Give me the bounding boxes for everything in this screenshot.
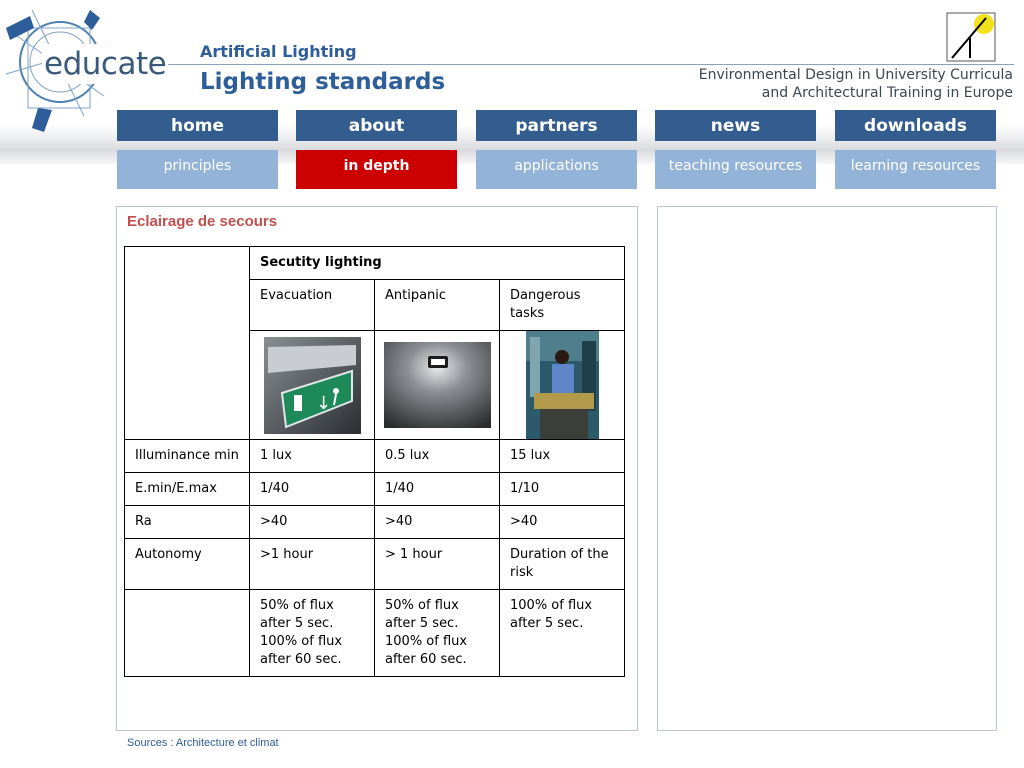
nav-partners[interactable]: partners: [476, 110, 637, 141]
header-divider: [150, 64, 1014, 65]
table-cell: Duration of the risk: [500, 539, 625, 590]
column-header-evacuation: Evacuation: [250, 280, 375, 331]
table-cell: >1 hour: [250, 539, 375, 590]
project-logo-icon: [946, 12, 996, 62]
table-cell: > 1 hour: [375, 539, 500, 590]
row-label-illuminance: Illuminance min: [125, 440, 250, 473]
table-cell: 1/10: [500, 473, 625, 506]
project-subtitle-line1: Environmental Design in University Curricula: [698, 67, 1013, 83]
table-cell: 15 lux: [500, 440, 625, 473]
table-cell: 1/40: [250, 473, 375, 506]
section-label: Artificial Lighting: [200, 42, 357, 61]
subnav-learning-resources[interactable]: learning resources: [835, 150, 996, 189]
column-header-dangerous-tasks: Dangerous tasks: [500, 280, 625, 331]
sources-note: Sources : Architecture et climat: [127, 737, 279, 749]
table-cell: >40: [500, 506, 625, 539]
page-title: Lighting standards: [200, 69, 446, 95]
row-label-ra: Ra: [125, 506, 250, 539]
nav-news[interactable]: news: [655, 110, 816, 141]
column-header-antipanic: Antipanic: [375, 280, 500, 331]
table-cell: >40: [250, 506, 375, 539]
table-cell: 50% of flux after 5 sec. 100% of flux after 60 sec.: [250, 590, 375, 677]
subnav-applications[interactable]: applications: [476, 150, 637, 189]
antipanic-light-photo: [384, 342, 491, 428]
table-cell: 50% of flux after 5 sec. 100% of flux after 60 sec.: [375, 590, 500, 677]
table-cell: 100% of flux after 5 sec.: [500, 590, 625, 677]
image-cell: [250, 331, 375, 440]
table-cell: 1/40: [375, 473, 500, 506]
side-panel: [657, 206, 997, 731]
dangerous-tasks-photo: [526, 331, 599, 439]
lighting-standards-table: [124, 246, 625, 677]
table-corner-cell: [125, 247, 250, 440]
table-cell: 0.5 lux: [375, 440, 500, 473]
row-label-emin-emax: E.min/E.max: [125, 473, 250, 506]
svg-text:↓: ↓: [315, 392, 331, 414]
logo-text: educate: [44, 46, 167, 82]
nav-about[interactable]: about: [296, 110, 457, 141]
content-heading: Eclairage de secours: [127, 213, 278, 230]
project-subtitle-line2: and Architectural Training in Europe: [761, 85, 1013, 101]
table-group-header: Secutity lighting: [250, 247, 625, 280]
image-cell: [375, 331, 500, 440]
subnav-in-depth[interactable]: in depth: [296, 150, 457, 189]
subnav-principles[interactable]: principles: [117, 150, 278, 189]
nav-downloads[interactable]: downloads: [835, 110, 996, 141]
nav-home[interactable]: home: [117, 110, 278, 141]
table-cell: 1 lux: [250, 440, 375, 473]
subnav-teaching-resources[interactable]: teaching resources: [655, 150, 816, 189]
row-label-empty: [125, 590, 250, 677]
exit-sign-photo: [264, 337, 361, 434]
row-label-autonomy: Autonomy: [125, 539, 250, 590]
image-cell: [500, 331, 625, 440]
table-cell: >40: [375, 506, 500, 539]
